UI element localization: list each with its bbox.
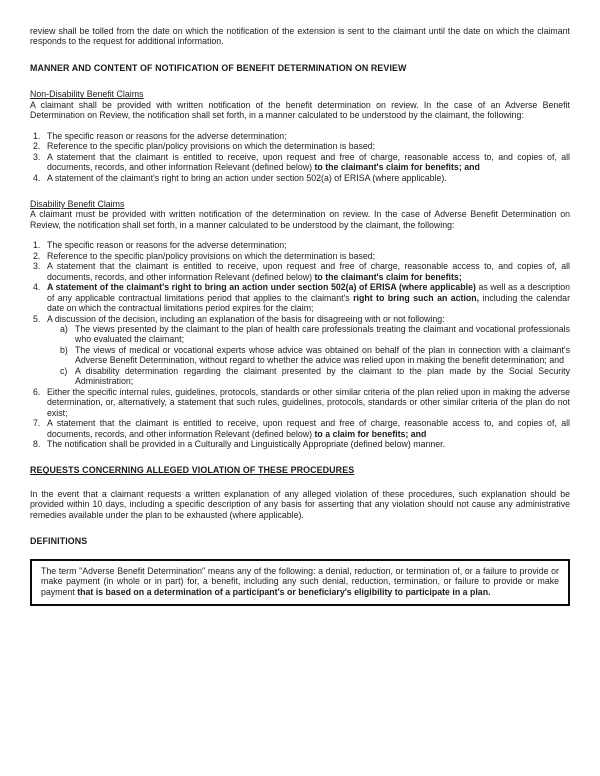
list-marker: 8.	[33, 438, 41, 449]
list-marker: 4.	[33, 282, 41, 293]
text-run: Either the specific internal rules, guidelines, protocols, standards or other similar criteria of the plan relied upon in making the adverse determination, or, alternatively, a statement that such rules, guidelines, protocols, standards or other similar criteria of the plan do not exist;	[47, 386, 570, 418]
list-item-content	[47, 141, 570, 151]
text-run: right to bring such an action,	[353, 292, 480, 303]
list-item-content	[47, 418, 570, 439]
list-item	[30, 314, 570, 387]
text-run: including the calendar date on which the contractual limitations period expires for the claim;	[47, 292, 570, 314]
text-run: that is based on a determination of a participant's or beneficiary's eligibility to participate in a plan.	[77, 586, 491, 597]
sub-list-item-content	[75, 366, 570, 387]
sub-heading: Non-Disability Benefit Claims	[30, 89, 144, 100]
text-run: The notification shall be provided in a Culturally and Linguistically Appropriate (defined below) manner.	[47, 438, 446, 449]
section-heading: MANNER AND CONTENT OF NOTIFICATION OF BENEFIT DETERMINATION ON REVIEW	[30, 62, 407, 73]
list-item	[30, 152, 570, 173]
sub-list-item	[47, 324, 570, 345]
list-item	[30, 261, 570, 282]
list-item	[30, 173, 570, 183]
list-item	[30, 282, 570, 313]
list-marker: 1.	[33, 240, 41, 251]
paragraph	[30, 209, 570, 230]
text-run: The views of medical or vocational experts whose advice was obtained on behalf of the plan in connection with a claimant's Adverse Benefit Determination, without regard to whether the advice was relied upon in making the benefit determination; and	[75, 344, 570, 366]
text-run: A statement of the claimant's right to bring an action under section 502(a) of ERISA (where applicable)	[47, 282, 476, 293]
ordered-list	[30, 240, 570, 449]
list-item-content	[47, 261, 570, 282]
section-heading: REQUESTS CONCERNING ALLEGED VIOLATION OF THESE PROCEDURES	[30, 465, 355, 476]
paragraph	[30, 100, 570, 121]
text-run: A claimant must be provided with written notification of the determination on review. In the case of Adverse Benefit Determination on Review, the notification shall set forth, in a manner calculated to be understood by the claimant, the following:	[30, 209, 570, 230]
text-run: Reference to the specific plan/policy provisions on which the determination is based;	[47, 141, 376, 152]
text-run: The term "Adverse Benefit Determination" means any of the following: a denial, reduction, or termination of, or a failure to provide or make payment (in whole or in part) for, a benefit, including any such denial, reduction, termination, or failure to provide or make payment	[41, 565, 559, 597]
list-marker: 3.	[33, 151, 41, 162]
text-run: A disability determination regarding the claimant presented by the claimant to the plan made by the Social Security Administration;	[75, 365, 570, 387]
sub-heading: Disability Benefit Claims	[30, 198, 125, 209]
sub-list-item-content	[75, 324, 570, 345]
text-run: The specific reason or reasons for the adverse determination;	[47, 240, 287, 251]
text-run: as well as a description of any applicable contractual limitations period that applies to the claimant's	[47, 282, 570, 303]
list-marker: 6.	[33, 386, 41, 397]
list-item	[30, 418, 570, 439]
text-run: A statement that the claimant is entitled to receive, upon request and free of charge, reasonable access to, and copies of, all documents, records, and other information Relevant (defined below)	[47, 418, 570, 439]
list-item	[30, 387, 570, 418]
definition-box	[30, 559, 570, 606]
ordered-list	[30, 131, 570, 183]
text-run: A discussion of the decision, including an explanation of the basis for disagreeing with or not following:	[47, 313, 445, 324]
list-item	[30, 439, 570, 449]
sub-list-item	[47, 366, 570, 387]
list-item-content	[47, 387, 570, 418]
text-run: A statement that the claimant is entitled to receive, upon request and free of charge, reasonable access to, and copies of, all documents, records, and other information Relevant (defined below)	[47, 151, 570, 173]
list-item-content	[47, 251, 570, 261]
text-run: In the event that a claimant requests a written explanation of any alleged violation of these procedures, such explanation should be provided within 10 days, including a specific description of any basis for asserting that any violation should not cause any administrative remedies available under the plan to be exhausted (where applicable).	[30, 488, 570, 520]
list-marker: 1.	[33, 130, 41, 141]
list-item	[30, 131, 570, 141]
list-marker: a)	[60, 323, 68, 334]
text-run: Reference to the specific plan/policy provisions on which the determination is based;	[47, 250, 376, 261]
list-item	[30, 240, 570, 250]
sub-list-item-content	[75, 345, 570, 366]
text-run: The specific reason or reasons for the adverse determination;	[47, 130, 287, 141]
section-heading: DEFINITIONS	[30, 536, 88, 547]
list-marker: 2.	[33, 141, 41, 152]
list-item-content	[47, 152, 570, 173]
list-item-content	[47, 240, 570, 250]
paragraph	[30, 26, 570, 47]
text-run: to the claimant's claim for benefits; and	[314, 162, 480, 173]
list-item-content	[47, 173, 570, 183]
list-item	[30, 141, 570, 151]
list-item-content	[47, 282, 570, 313]
list-marker: b)	[60, 344, 68, 355]
text-run: A statement that the claimant is entitled to receive, upon request and free of charge, reasonable access to, and copies of, all documents, records, and other information Relevant (defined below)	[47, 261, 570, 282]
list-marker: 5.	[33, 313, 41, 324]
text-run: to a claim for benefits; and	[314, 428, 427, 439]
text-run: The views presented by the claimant to the plan of health care professionals treating the claimant and vocational professionals who evaluated the claimant;	[75, 323, 570, 345]
text-run: review shall be tolled from the date on which the notification of the extension is sent to the claimant until the date on which the claimant responds to the request for additional information.	[30, 26, 570, 47]
list-item-content	[47, 314, 570, 387]
list-marker: 3.	[33, 261, 41, 272]
list-item	[30, 251, 570, 261]
list-marker: 4.	[33, 172, 41, 183]
list-marker: 7.	[33, 418, 41, 429]
text-run: to the claimant's claim for benefits;	[314, 271, 462, 282]
paragraph	[30, 489, 570, 520]
list-item-content	[47, 439, 570, 449]
list-item-content	[47, 131, 570, 141]
list-marker: c)	[60, 365, 68, 376]
sub-list-item	[47, 345, 570, 366]
list-marker: 2.	[33, 250, 41, 261]
text-run: A statement of the claimant's right to bring an action under section 502(a) of ERISA (where applicable).	[47, 172, 447, 183]
text-run: A claimant shall be provided with written notification of the benefit determination on review. In the case of an Adverse Benefit Determination on Review, the notification shall set forth, in a manner calculated to be understood by the claimant, the following:	[30, 99, 570, 121]
